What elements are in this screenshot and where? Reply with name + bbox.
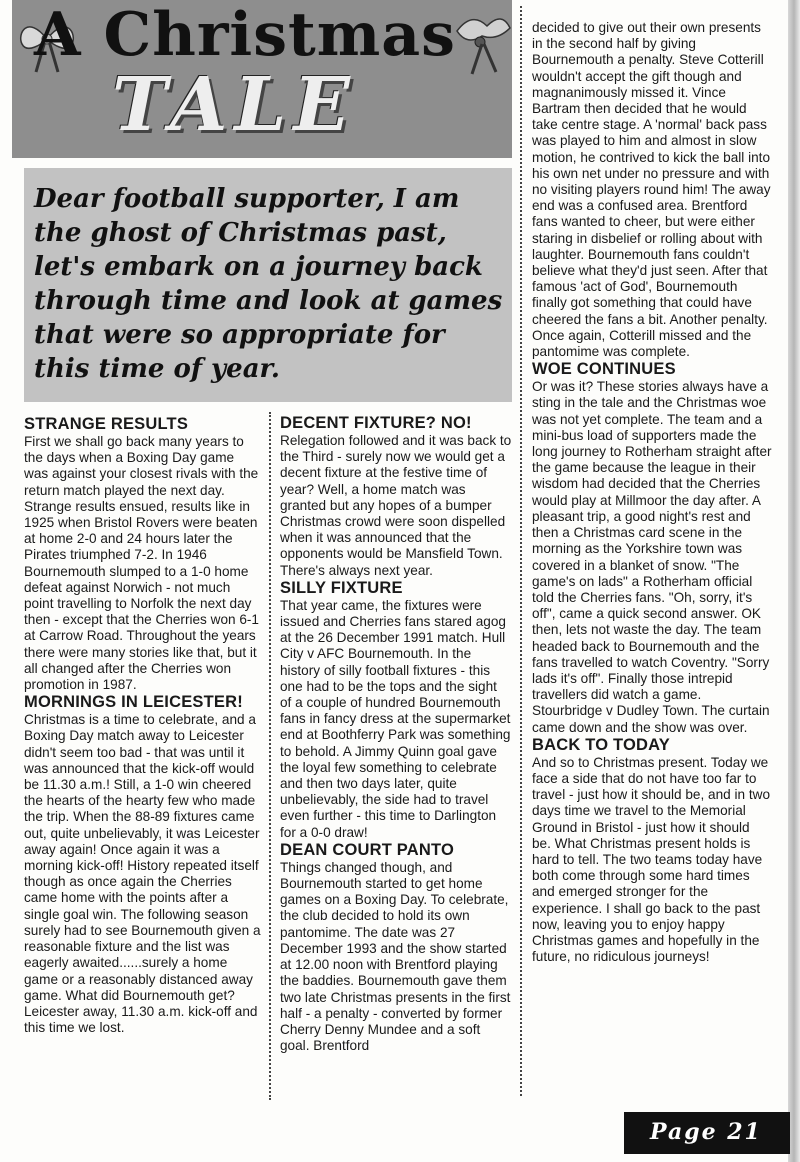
heading-woe-continues: WOE CONTINUES [532, 360, 676, 379]
heading-dean-court-panto: DEAN COURT PANTO [280, 840, 455, 859]
page-spine-edge [788, 0, 800, 1162]
title-line-2: TALE [112, 62, 357, 148]
column-1 [24, 415, 262, 1036]
text-panto-continued: decided to give out their own presents in the second half by giving Bournemouth a penalty. Steve Cotterill wouldn't accept the gift though and magnanimously missed it. Vince Bartram then decided that he would take centre stage. A 'normal' back pass was played to him and almost in slow motion, he contrived to kick the ball into his own net under no pressure and with no visiting players round him! The away end was a confused area. Brentford fans wanted to cheer, but were either staring in disbelief or rolling about with laughter. Bournemouth fans couldn't believe what they'd just seen. After that famous 'act of God', Bournemouth finally got something that could have cheered the fans a bit. Another penalty. Once again, Cotterill missed and the pantomime was complete. [532, 20, 771, 360]
page-number-box [624, 1112, 790, 1154]
text-back-to-today: And so to Christmas present. Today we face a side that do not have too far to travel - just how it should be, and in two days time we travel to the Memorial Ground in Bristol - just how it should be. What Christmas present holds is hard to tell. The two teams today have both come through some hard times and emerged stronger for the experience. I shall go back to the past now, leaving you to enjoy happy Christmas games and hopefully in the future, no ridiculous journeys! [532, 754, 771, 965]
page-number: Page 21 [650, 1119, 762, 1145]
text-strange-results: First we shall go back many years to the days when a Boxing Day game was against your closest rivals with the return match played the next day. Strange results ensued, results like in 1925 when Bristol Rovers were beaten at home 2-0 and 24 hours later the Pirates triumphed 7-2. In 1946 Bournemouth slumped to a 1-0 home defeat against Norwich - not much point travelling to Norfolk the next day then - except that the Cherries won 6-1 at Carrow Road. Throughout the years there were many stories like that, but it all changed after the Cherries won promotion in 1987. [24, 434, 259, 693]
text-dean-court-panto: Things changed though, and Bournemouth started to get home games on a Boxing Day. To celebrate, the club decided to hold its own pantomime. The date was 27 December 1993 and the show started at 12.00 noon with Brentford playing the baddies. Bournemouth gave them two late Christmas presents in the first half - a penalty - converted by former Cherry Denny Mundee and a soft goal. Brentford [280, 859, 511, 1054]
intro-box [24, 168, 512, 402]
title-line-1: A Christmas [34, 0, 456, 70]
text-mornings-in-leicester: Christmas is a time to celebrate, and a Boxing Day match away to Leicester didn't seem too bad - that was until it was announced that the kick-off would be 11.30 a.m.! Still, a 1-0 win cheered the hearts of the hearty few who made the trip. When the 88-89 fixtures came out, quite unbelievably, it was Leicester away again! Once again it was a morning kick-off! History repeated itself though as once again the Cherries came home with the points after a single goal win. The following season surely had to see Bournemouth given a reasonable fixture and the list was eagerly awaited......surely a home game or a reasonably distanced away game. What did Bournemouth get? Leicester away, 11.30 a.m. kick-off and this time we lost. [24, 712, 261, 1036]
text-silly-fixture: That year came, the fixtures were issued and Cherries fans stared agog at the 26 December 1991 match. Hull City v AFC Bournemouth. In the history of silly football fixtures - this one had to be the tops and the sight of a couple of hundred Bournemouth fans in fancy dress at the supermarket end at Boothferry Park was something to behold. A Jimmy Quinn goal gave the loyal few something to celebrate and then two days later, quite unbelievably, the side had to travel even further - this time to Darlington for a 0-0 draw! [280, 597, 511, 840]
column-divider-2 [520, 6, 522, 1096]
heading-silly-fixture: SILLY FIXTURE [280, 578, 403, 597]
column-3 [532, 20, 772, 965]
holly-leaf-icon [452, 6, 512, 76]
intro-text: Dear football supporter, I am the ghost of Christmas past, let's embark on a journey back through time and look at games that were so appropriate for this time of year. [34, 184, 503, 384]
column-2 [280, 414, 512, 1054]
title-banner [12, 0, 512, 158]
text-woe-continues: Or was it? These stories always have a sting in the tale and the Christmas woe was not yet complete. The team and a mini-bus load of supporters made the long journey to Rotherham straight after the game because the league in their wisdom had decided that the Cherries would play at Millmoor the day after. A pleasant trip, a good night's rest and then a Christmas card scene in the morning as the Yorkshire town was covered in a blanket of snow. "The game's on lads" a Rotherham official told the Cherries fans. "Oh, sorry, it's off", came a quick second answer. OK then, lets not waste the day. The team headed back to Bournemouth and the fans travelled to watch Coventry. "Sorry lads it's off". Finally those intrepid travellers did watch a game. Stourbridge v Dudley Town. The curtain came down and the show was over. [532, 379, 772, 735]
heading-back-to-today: BACK TO TODAY [532, 735, 670, 754]
heading-decent-fixture: DECENT FIXTURE? NO! [280, 414, 472, 432]
heading-mornings-in-leicester: MORNINGS IN LEICESTER! [24, 693, 243, 712]
text-decent-fixture: Relegation followed and it was back to the Third - surely now we would get a decent fixture at the festive time of year? Well, a home match was granted but any hopes of a bumper Christmas crowd were soon dispelled when it was announced that the opponents would be Mansfield Town. There's always next year. [280, 433, 512, 578]
heading-strange-results: STRANGE RESULTS [24, 415, 189, 433]
column-divider-1 [269, 412, 271, 1100]
